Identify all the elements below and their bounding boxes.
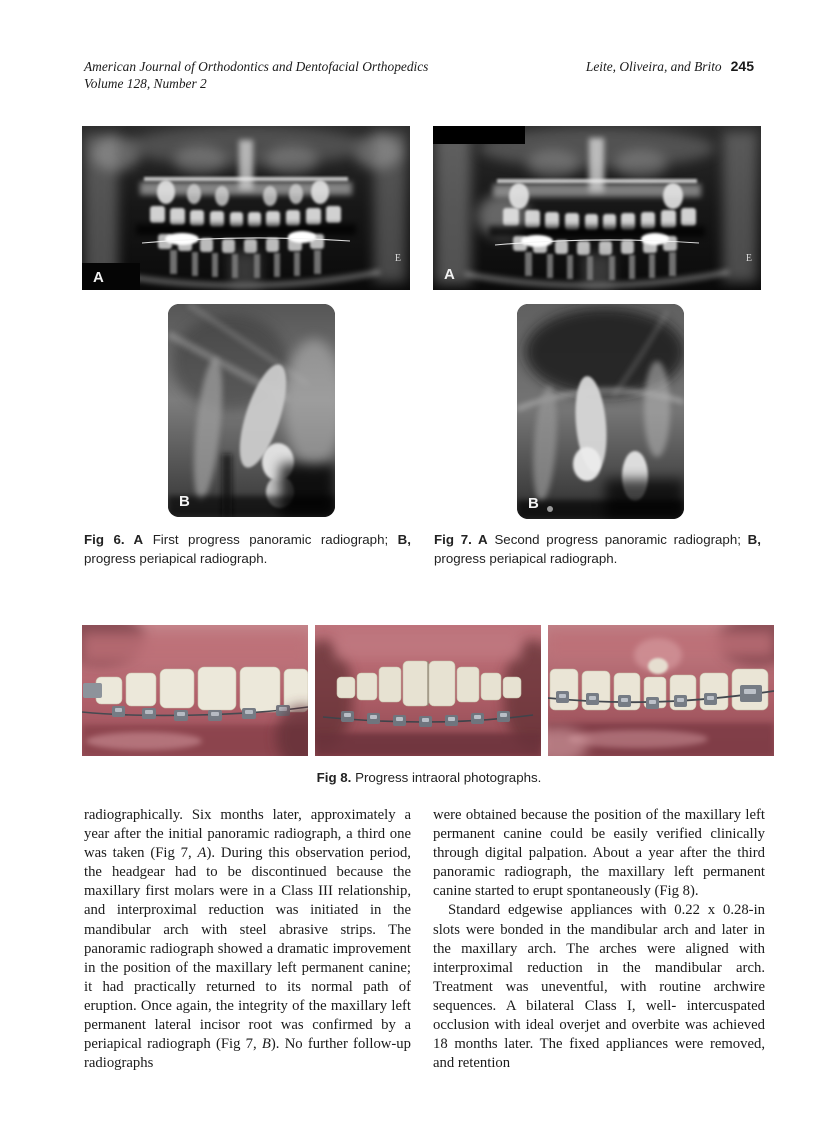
- body-left-paragraph: [84, 806, 411, 1073]
- left-seg1: radiographically. Six months later, approximately a year after the initial panoramic radiograph, a third one was taken (Fig 7,: [84, 807, 411, 862]
- left-seg3: ). No further follow-up radiographs: [84, 1036, 411, 1072]
- journal-title: American Journal of Orthodontics and Dentofacial Orthopedics: [84, 59, 429, 74]
- fig7b-italic-ref: B: [261, 1036, 271, 1053]
- fig6-caption-text-a: First progress panoramic radiograph;: [152, 532, 389, 547]
- page-number: 245: [730, 58, 754, 74]
- fig6a-panel-label: A: [93, 269, 104, 286]
- fig8-caption: [82, 770, 776, 785]
- fig7-caption-text-b: progress periapical radiograph.: [434, 550, 618, 566]
- fig6b-periapical-radiograph: [168, 304, 335, 517]
- fig6b-panel-label: B: [179, 493, 190, 510]
- fig6a-panoramic-radiograph: [82, 126, 410, 290]
- fig7a-panel-label: A: [444, 266, 455, 283]
- fig7b-radiograph-art: [517, 304, 684, 519]
- fig8-photo-right-lateral: [82, 625, 308, 756]
- fig6b-radiograph-art: [168, 304, 335, 517]
- fig7-caption-text-a: Second progress panoramic radiograph;: [494, 532, 741, 547]
- fig7-caption-prefix: Fig 7. A: [434, 532, 488, 547]
- fig7-caption: [434, 531, 761, 568]
- fig8-photo3-art: [548, 625, 774, 756]
- body-right-paragraph-1: were obtained because the position of the maxillary left permanent canine could be easily verified clinically through digital palpation. About a year after the third panoramic radiograph, the maxillary left permanent canine started to erupt spontaneously (Fig 8).: [433, 807, 765, 900]
- body-right-paragraph-2: Standard edgewise appliances with 0.22 x 0.28-in slots were bonded in the mandibular arch and later in the maxillary arch. The arches were aligned with interproximal reduction in the mandibular arch. Treatment was uneventful, with routine archwire sequences. A bilateral Class I, well- intercuspated occlusion with ideal overjet and overbite was achieved 18 months later. The fixed appliances were removed, and retention: [433, 902, 765, 1072]
- fig8-caption-text: Progress intraoral photographs.: [355, 770, 542, 785]
- fig6a-film-mark: E: [394, 253, 401, 264]
- running-header-left: [84, 58, 428, 92]
- fig6-caption: [84, 531, 411, 568]
- fig7a-film-mark: E: [745, 253, 752, 264]
- fig7a-panoramic-radiograph: [433, 126, 761, 290]
- left-seg2: ). During this observation period, the headgear had to be discontinued because the maxillary first molars were in a Class III relationship, and interproximal reduction was initiated in the mandibular arch with steel abrasive strips. The panoramic radiograph showed a dramatic improvement in the position of the maxillary left permanent canine; it had practically returned to its normal path of eruption. Once again, the integrity of the maxillary left permanent lateral incisor root was confirmed by a periapical radiograph (Fig 7,: [84, 845, 411, 1053]
- fig7a-italic-ref: A: [197, 845, 207, 862]
- fig8-photo-left-lateral: [548, 625, 774, 756]
- fig7a-redaction-bar: [433, 126, 525, 144]
- fig6-caption-prefix: Fig 6. A: [84, 532, 144, 547]
- body-left-column: [84, 806, 411, 1073]
- volume-line: Volume 128, Number 2: [84, 76, 207, 91]
- fig7b-periapical-radiograph: [517, 304, 684, 519]
- fig6-caption-text-b: progress periapical radiograph.: [84, 550, 268, 566]
- fig6a-label-box: [82, 263, 140, 290]
- fig8-photo1-art: [82, 625, 308, 756]
- fig8-photo2-art: [315, 625, 541, 756]
- fig8-photo-frontal: [315, 625, 541, 756]
- fig8-caption-prefix: Fig 8.: [316, 770, 352, 785]
- fig7b-panel-label: B: [528, 495, 539, 512]
- fig7a-radiograph-art: [433, 126, 761, 290]
- fig7-caption-b-label: B,: [747, 532, 761, 547]
- running-authors: Leite, Oliveira, and Brito: [585, 59, 722, 74]
- fig6-caption-b-label: B,: [397, 532, 411, 547]
- fig7b-film-dot: [547, 506, 553, 512]
- running-header-right: [586, 58, 754, 75]
- body-right-column: [433, 806, 765, 1073]
